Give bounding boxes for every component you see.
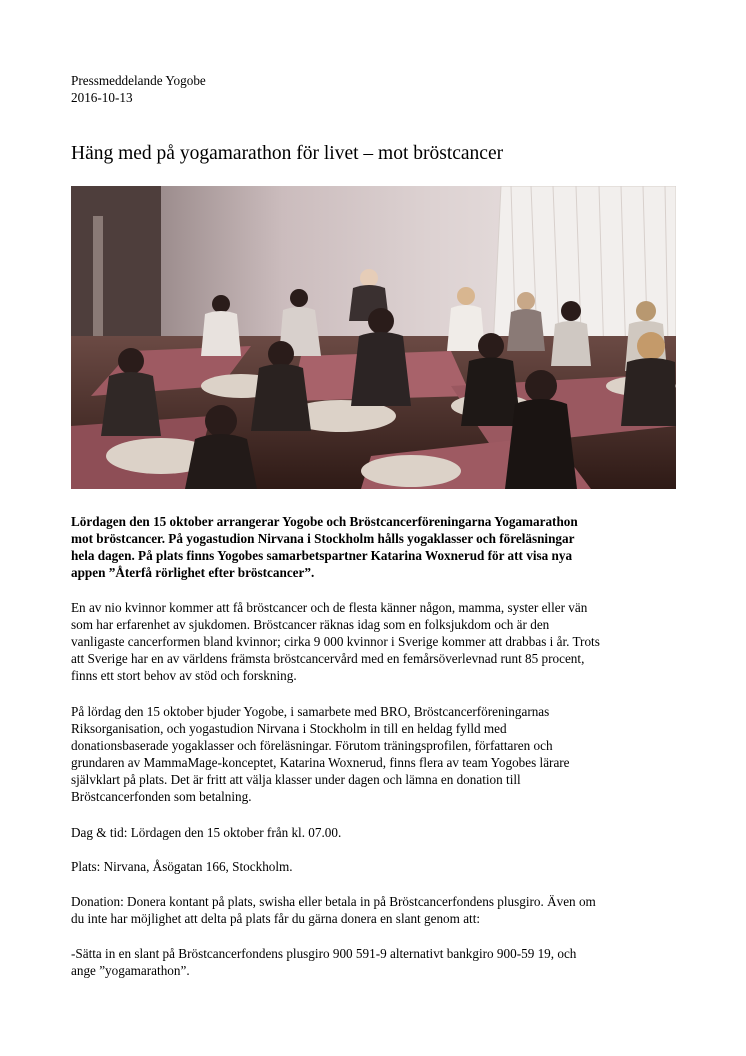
paragraph-line: vanligaste cancerformen bland kvinnor; cirka 9 000 kvinnor i Sverige kommer att drabbas i år. Trots <box>71 634 600 649</box>
paragraph-line: Bröstcancerfonden som betalning. <box>71 789 252 804</box>
yoga-class-photo <box>71 186 676 489</box>
paragraph-line: grundaren av MammaMage-konceptet, Katarina Woxnerud, finns flera av team Yogobes lärare <box>71 755 570 770</box>
yoga-class-photo-drawing <box>71 186 676 489</box>
donation-line: Donation: Donera kontant på plats, swisha eller betala in på Bröstcancerfondens plusgiro. Även om <box>71 894 596 909</box>
paragraph-1 <box>71 599 683 684</box>
bullet-line: -Sätta in en slant på Bröstcancerfondens plusgiro 900 591-9 alternativt bankgiro 900-59 19, och <box>71 946 577 961</box>
place-line: Plats: Nirvana, Åsögatan 166, Stockholm. <box>71 859 293 874</box>
paragraph-line: donationsbaserade yogaklasser och föreläsningar. Förutom träningsprofilen, författaren och <box>71 738 553 753</box>
paragraph-line: självklart på plats. Det är fritt att välja klasser under dagen och lämna en donation till <box>71 772 521 787</box>
donation-bullet <box>71 945 683 979</box>
bullet-line: ange ”yogamarathon”. <box>71 963 190 978</box>
lead-line: hela dagen. På plats finns Yogobes samarbetspartner Katarina Woxnerud för att visa nya <box>71 548 573 563</box>
lead-paragraph <box>71 513 683 581</box>
donation-line: du inte har möjlighet att delta på plats får du gärna donera en slant genom att: <box>71 911 481 926</box>
paragraph-line: En av nio kvinnor kommer att få bröstcancer och de flesta känner någon, mamma, syster eller vän <box>71 600 588 615</box>
press-date: 2016-10-13 <box>71 90 133 105</box>
press-header <box>71 72 679 106</box>
paragraph-2 <box>71 703 683 805</box>
paragraph-line: På lördag den 15 oktober bjuder Yogobe, i samarbete med BRO, Bröstcancerföreningarnas <box>71 704 550 719</box>
donation-paragraph <box>71 893 683 927</box>
lead-line: appen ”Återfå rörlighet efter bröstcancer”. <box>71 565 315 580</box>
paragraph-line: finns ett stort behov av stöd och forskning. <box>71 668 297 683</box>
datetime-line: Dag & tid: Lördagen den 15 oktober från kl. 07.00. <box>71 825 342 840</box>
press-label: Pressmeddelande Yogobe <box>71 73 206 88</box>
lead-line: mot bröstcancer. På yogastudion Nirvana i Stockholm hålls yogaklasser och föreläsningar <box>71 531 575 546</box>
event-datetime <box>71 824 683 841</box>
paragraph-line: att Sverige har en av världens främsta bröstcancervård med en femårsöverlevnad runt 85 procent, <box>71 651 585 666</box>
paragraph-line: Riksorganisation, och yogastudion Nirvana i Stockholm in till en heldag fylld med <box>71 721 507 736</box>
page-title: Häng med på yogamarathon för livet – mot bröstcancer <box>71 143 504 164</box>
lead-line: Lördagen den 15 oktober arrangerar Yogobe och Bröstcancerföreningarna Yogamarathon <box>71 514 578 529</box>
event-place <box>71 858 683 875</box>
paragraph-line: som har erfarenhet av sjukdomen. Bröstcancer räknas idag som en folksjukdom och är den <box>71 617 550 632</box>
